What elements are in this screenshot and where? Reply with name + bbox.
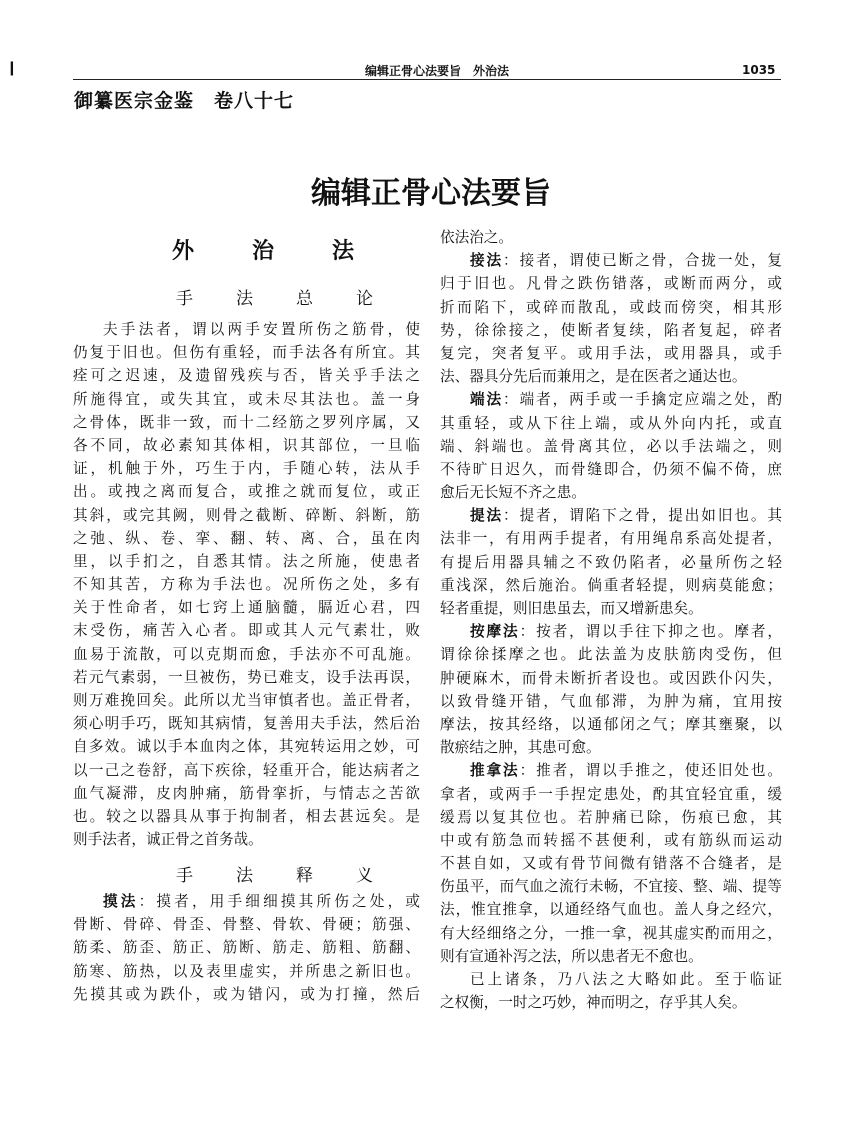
running-header bbox=[0, 62, 866, 79]
line-text: 仍复于旧也。但伤有重轻，而手法各有所宜。其 bbox=[73, 344, 420, 362]
text-line bbox=[440, 783, 782, 806]
text-line bbox=[440, 945, 782, 968]
line-text: 缓焉以复其位也。若肿痛已除，伤痕已愈，其 bbox=[440, 808, 782, 826]
line-text: 不甚自如，又或有骨节间微有错落不合缝者，是 bbox=[440, 855, 782, 873]
method-term: 摸法 bbox=[103, 893, 139, 910]
text-line bbox=[73, 550, 420, 573]
text-line bbox=[73, 666, 420, 689]
text-line bbox=[73, 527, 420, 550]
paragraph bbox=[440, 504, 782, 620]
text-line bbox=[73, 828, 420, 851]
method-term: 提法 bbox=[470, 507, 504, 525]
running-header-title: 编辑正骨心法要旨 外治法 bbox=[364, 64, 509, 78]
line-text: 法，惟宜推拿，以通经络气血也。盖人身之经穴， bbox=[440, 901, 782, 919]
text-line bbox=[73, 712, 420, 735]
line-text: 则有宣通补泻之法，所以患者无不愈也。 bbox=[440, 947, 703, 965]
text-line bbox=[73, 759, 420, 782]
text-line bbox=[440, 412, 782, 435]
line-text: 散瘀结之肿，其患可愈。 bbox=[440, 739, 601, 757]
text-line bbox=[440, 249, 782, 272]
line-text: 则万难挽回矣。此所以尤当审慎者也。盖正骨者， bbox=[73, 692, 420, 709]
paragraph bbox=[440, 226, 782, 249]
text-line bbox=[440, 713, 782, 736]
line-text: 不知其苦，方称为手法也。况所伤之处，多有 bbox=[73, 576, 420, 594]
text-line bbox=[73, 936, 420, 959]
subsection-title-definitions: 手 法 释 义 bbox=[176, 866, 386, 886]
line-text: ：端者，两手或一手擒定应端之处，酌 bbox=[503, 391, 782, 409]
line-text: 各不同，故必素知其体相，识其部位，一旦临 bbox=[73, 436, 420, 454]
line-text: 若元气素弱，一旦被伤，势已难支，设手法再误， bbox=[73, 668, 420, 686]
text-line bbox=[440, 620, 782, 643]
line-text: 里，以手扪之，自悉其情。法之所施，使患者 bbox=[73, 552, 420, 570]
text-line bbox=[440, 342, 782, 365]
line-text: 末受伤，痛苦入心者。即或其人元气素壮，败 bbox=[73, 622, 420, 640]
text-line bbox=[440, 968, 782, 991]
page-number: 1035 bbox=[742, 63, 776, 77]
text-line bbox=[73, 689, 420, 712]
line-text: 所施得宜，或失其宜，或未尽其法也。盖一身 bbox=[73, 390, 420, 408]
line-text: 有大经细络之分，一推一拿，视其虚实酌而用之， bbox=[440, 924, 782, 942]
line-text: 证，机触于外，巧生于内，手随心转，法从手 bbox=[73, 460, 420, 478]
text-line bbox=[73, 318, 420, 341]
line-text: 端、斜端也。盖骨离其位，必以手法端之，则 bbox=[440, 437, 782, 455]
line-text: 愈后无长短不齐之患。 bbox=[440, 484, 586, 502]
line-text: 不待旷日迟久，而骨缝即合，仍须不偏不倚，庶 bbox=[440, 460, 782, 478]
line-text: 法非一，有用两手提者，有用绳帛系高处提者， bbox=[440, 530, 782, 548]
line-text: 血气凝滞，皮肉肿痛，筋骨挛折，与情志之苦欲 bbox=[73, 784, 420, 802]
text-line bbox=[440, 806, 782, 829]
line-text: 自多效。诚以手本血肉之体，其宛转运用之妙，可 bbox=[73, 738, 420, 756]
text-line bbox=[73, 983, 420, 1006]
text-line bbox=[440, 574, 782, 597]
line-text: 夫手法者，谓以两手安置所伤之筋骨，使 bbox=[103, 321, 420, 338]
line-text: 关于性命者，如七窍上通脑髓，膈近心君，四 bbox=[73, 599, 420, 617]
text-line bbox=[440, 296, 782, 319]
chapter-title bbox=[0, 168, 866, 212]
line-text: 之权衡，一时之巧妙，神而明之，存乎其人矣。 bbox=[440, 994, 747, 1012]
line-text: 筋寒、筋热，以及表里虚实，并所患之新旧也。 bbox=[73, 962, 420, 980]
text-line bbox=[73, 480, 420, 503]
text-line bbox=[440, 551, 782, 574]
text-line bbox=[440, 481, 782, 504]
text-line bbox=[440, 226, 782, 249]
text-line bbox=[73, 504, 420, 527]
line-text: 筋柔、筋歪、筋正、筋断、筋走、筋粗、筋翻、 bbox=[73, 939, 420, 957]
text-line bbox=[440, 829, 782, 852]
section-title: 外 治 法 bbox=[172, 239, 373, 264]
text-line bbox=[440, 504, 782, 527]
text-line bbox=[440, 435, 782, 458]
line-text: 之骨体，既非一致，而十二经筋之罗列序属，又 bbox=[73, 413, 420, 431]
line-text: 骨断、骨碎、骨歪、骨整、骨软、骨硬；筋强、 bbox=[73, 916, 420, 934]
text-line bbox=[73, 573, 420, 596]
text-line bbox=[73, 411, 420, 434]
line-text: 重浅深，然后施治。倘重者轻提，则病莫能愈； bbox=[440, 576, 782, 594]
text-line bbox=[440, 458, 782, 481]
line-text: 其斜，或完其阙，则骨之截断、碎断、斜断，筋 bbox=[73, 506, 420, 524]
text-line bbox=[440, 667, 782, 690]
page-edge-mark: ❙ bbox=[6, 60, 18, 76]
text-line bbox=[440, 922, 782, 945]
line-text: 折而陷下，或碎而散乱，或歧而傍突，相其形 bbox=[440, 298, 782, 316]
text-line bbox=[440, 736, 782, 759]
left-paragraph-palpation bbox=[73, 890, 420, 1006]
text-line bbox=[73, 805, 420, 828]
line-text: 有提后用器具辅之不致仍陷者，必量所伤之轻 bbox=[440, 553, 782, 571]
method-term: 按摩法 bbox=[470, 623, 520, 641]
text-line bbox=[440, 388, 782, 411]
line-text: 先摸其或为跌仆，或为错闪，或为打撞，然后 bbox=[73, 985, 420, 1003]
text-line bbox=[440, 875, 782, 898]
line-text: 也。较之以器具从事于拘制者，相去甚远矣。是 bbox=[73, 807, 420, 825]
text-line bbox=[73, 735, 420, 758]
text-line bbox=[73, 364, 420, 387]
line-text: 则手法者，诚正骨之首务哉。 bbox=[73, 831, 263, 849]
line-text: 轻者重提，则旧患虽去，而又增新患矣。 bbox=[440, 600, 703, 617]
text-line bbox=[73, 434, 420, 457]
line-text: 血易于流散，可以克期而愈，手法亦不可乱施。 bbox=[73, 645, 420, 663]
text-line bbox=[73, 619, 420, 642]
text-line bbox=[440, 597, 782, 620]
text-line bbox=[73, 596, 420, 619]
right-column-text bbox=[440, 226, 782, 1014]
text-line bbox=[73, 782, 420, 805]
method-term: 接法 bbox=[470, 252, 504, 270]
text-line bbox=[440, 991, 782, 1014]
line-text: ：推者，谓以手推之，使还旧处也。 bbox=[519, 762, 782, 780]
line-text: ：接者，谓使已断之骨，合拢一处，复 bbox=[503, 252, 782, 270]
text-line bbox=[440, 365, 782, 388]
line-text: 法、器具分先后而兼用之，是在医者之通达也。 bbox=[440, 368, 747, 386]
line-text: 势，徐徐接之，使断者复续，陷者复起，碎者 bbox=[440, 321, 782, 339]
line-text: ：摸者，用手细细摸其所伤之处，或 bbox=[138, 893, 420, 910]
paragraph bbox=[440, 968, 782, 1014]
text-line bbox=[73, 388, 420, 411]
line-text: 中或有筋急而转摇不甚便利，或有筋纵而运动 bbox=[440, 831, 782, 849]
header-divider bbox=[73, 79, 781, 80]
method-term: 端法 bbox=[470, 391, 504, 409]
line-text: 之弛、纵、卷、挛、翻、转、离、合，虽在肉 bbox=[73, 529, 420, 547]
text-line bbox=[440, 272, 782, 295]
line-text: 其重轻，或从下往上端，或从外向内托，或直 bbox=[440, 414, 782, 432]
line-text: 谓徐徐揉摩之也。此法盖为皮肤筋肉受伤，但 bbox=[440, 646, 782, 664]
line-text: 肿硬麻木，而骨未断折者设也。或因跌仆闪失， bbox=[440, 669, 782, 687]
chapter-title-text: 编辑正骨心法要旨 bbox=[311, 176, 551, 211]
line-text: 依法治之。 bbox=[440, 229, 513, 246]
paragraph bbox=[440, 388, 782, 504]
paragraph bbox=[440, 620, 782, 759]
text-line bbox=[440, 643, 782, 666]
line-text: 拿者，或两手一手捏定患处，酌其宜轻宜重，缓 bbox=[440, 785, 782, 803]
line-text: 复完，突者复平。或用手法，或用器具，或手 bbox=[440, 344, 782, 362]
line-text: 须心明手巧，既知其病情，复善用夫手法，然后治 bbox=[73, 715, 420, 733]
text-line bbox=[440, 759, 782, 782]
line-text: 痊可之迟速，及遗留残疾与否，皆关乎手法之 bbox=[73, 367, 420, 385]
text-line bbox=[440, 319, 782, 342]
line-text: 出。或拽之离而复合，或推之就而复位，或正 bbox=[73, 483, 420, 501]
text-line bbox=[440, 852, 782, 875]
line-text: 伤虽平，而气血之流行未畅，不宜接、整、端、提等 bbox=[440, 878, 782, 896]
paragraph bbox=[440, 249, 782, 388]
left-paragraph-general bbox=[73, 318, 420, 851]
text-line bbox=[440, 898, 782, 921]
line-text: ：按者，谓以手往下抑之也。摩者， bbox=[519, 623, 782, 641]
line-text: 以致骨缝开错，气血郁滞，为肿为痛，宜用按 bbox=[440, 692, 782, 710]
text-line bbox=[73, 960, 420, 983]
line-text: ：提者，谓陷下之骨，提出如旧也。其 bbox=[503, 507, 782, 525]
text-line bbox=[73, 341, 420, 364]
text-line bbox=[73, 457, 420, 480]
text-line bbox=[73, 890, 420, 913]
method-term: 推拿法 bbox=[470, 762, 520, 780]
line-text: 归于旧也。凡骨之跌伤错落，或断而两分，或 bbox=[440, 275, 782, 293]
line-text: 摩法，按其经络，以通郁闭之气；摩其壅聚，以 bbox=[440, 715, 782, 733]
text-line bbox=[73, 913, 420, 936]
text-line bbox=[440, 527, 782, 550]
line-text: 以一己之卷舒，高下疾徐，轻重开合，能达病者之 bbox=[73, 761, 420, 779]
book-volume-title: 御纂医宗金鉴 卷八十七 bbox=[74, 90, 295, 112]
line-text: 已上诸条，乃八法之大略如此。至于临证 bbox=[470, 971, 782, 988]
text-line bbox=[73, 643, 420, 666]
paragraph bbox=[440, 759, 782, 968]
text-line bbox=[440, 690, 782, 713]
subsection-title-general: 手 法 总 论 bbox=[176, 289, 386, 309]
